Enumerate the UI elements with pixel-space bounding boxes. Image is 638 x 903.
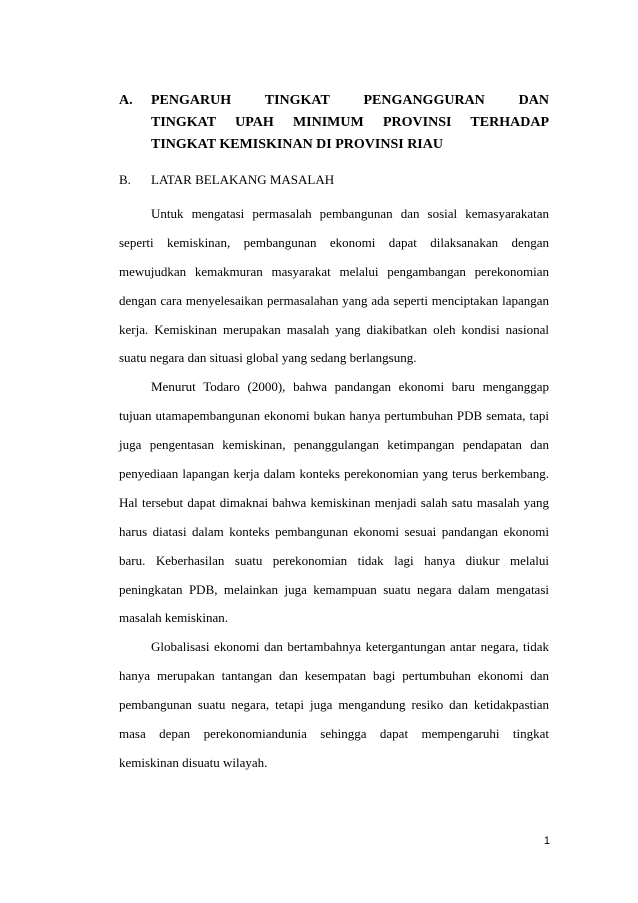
paragraph-line: Untuk mengatasi permasalah pembangunan dan sosial kemasyarakatan — [151, 206, 549, 221]
paragraph-line: Globalisasi ekonomi dan bertambahnya ketergantungan antar negara, tidak — [151, 639, 549, 655]
subsection-heading — [119, 171, 334, 189]
paragraph-line: penyediaan lapangan kerja dalam konteks perekonomian yang terus berkembang. — [119, 466, 549, 482]
paragraph-line: kemiskinan disuatu wilayah. — [119, 754, 268, 770]
paragraph-line: dengan cara menyelesaikan permasalahan yang ada seperti menciptakan lapangan — [119, 292, 549, 308]
paragraph-line: Menurut Todaro (2000), bahwa pandangan ekonomi baru menganggap — [151, 379, 549, 395]
paragraph-line: Hal tersebut dapat dimaknai bahwa kemiskinan menjadi salah satu masalah yang — [119, 494, 549, 510]
section-heading — [119, 90, 549, 156]
section-title-line: TINGKAT KEMISKINAN DI PROVINSI RIAU — [151, 137, 443, 152]
paragraph-line: suatu negara dan situasi global yang sedang berlangsung. — [119, 350, 417, 366]
body-text — [119, 200, 549, 778]
section-title — [151, 90, 549, 156]
page-number: 1 — [543, 835, 550, 847]
paragraph-line: juga pengentasan kemiskinan, penanggulangan ketimpangan pendapatan dan — [119, 437, 549, 453]
section-title-line: PENGARUH TINGKAT PENGANGGURAN DAN — [151, 93, 549, 108]
subsection-title: LATAR BELAKANG MASALAH — [151, 172, 335, 187]
paragraph-line: kerja. Kemiskinan merupakan masalah yang diakibatkan oleh kondisi nasional — [119, 321, 549, 337]
paragraph-line: masalah kemiskinan. — [119, 610, 229, 626]
paragraph-line: hanya merupakan tantangan dan kesempatan bagi pertumbuhan ekonomi dan — [119, 668, 549, 684]
section-title-line: TINGKAT UPAH MINIMUM PROVINSI TERHADAP — [151, 115, 549, 130]
section-heading-row — [119, 90, 549, 156]
paragraph-line: tujuan utamapembangunan ekonomi bukan hanya pertumbuhan PDB semata, tapi — [119, 408, 549, 424]
paragraph-line: baru. Keberhasilan suatu perekonomian tidak lagi hanya diukur melalui — [119, 552, 549, 568]
paragraph-line: mewujudkan kemakmuran masyarakat melalui pengambangan perekonomian — [119, 263, 549, 279]
subsection-number: B. — [119, 172, 131, 187]
paragraph-line: peningkatan PDB, melainkan juga kemampuan suatu negara dalam mengatasi — [119, 581, 549, 597]
paragraph-line: pembangunan suatu negara, tetapi juga mengandung resiko dan ketidakpastian — [119, 697, 549, 713]
paragraph-line: seperti kemiskinan, pembangunan ekonomi dapat dilaksanakan dengan — [119, 234, 549, 250]
paragraph-line: masa depan perekonomiandunia sehingga dapat mempengaruhi tingkat — [119, 726, 549, 742]
section-number: A. — [119, 93, 133, 108]
paragraph-line: harus diatasi dalam konteks pembangunan ekonomi sesuai pandangan ekonomi — [119, 523, 549, 539]
